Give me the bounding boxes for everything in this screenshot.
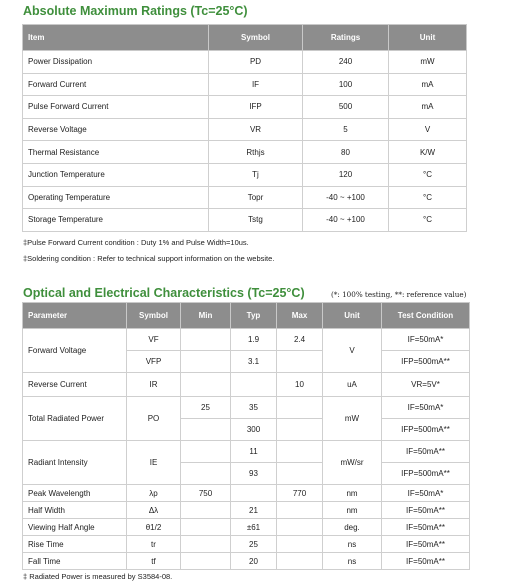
col-header-unit: Unit — [389, 25, 467, 51]
optical-title: Optical and Electrical Characteristics (Tc=25°C) — [23, 286, 305, 300]
cell: 5 — [303, 118, 389, 141]
table-row — [23, 118, 467, 141]
cell: IF=50mA** — [382, 536, 470, 553]
cell: IFP=500mA** — [382, 351, 470, 373]
param-total-radiated-power: Total Radiated Power — [23, 397, 127, 441]
row-label: Half Width — [23, 502, 127, 519]
cell: IF=50mA** — [382, 502, 470, 519]
table-row — [23, 186, 467, 209]
cell: VF — [127, 329, 181, 351]
cell: 240 — [303, 51, 389, 74]
cell: 1.9 — [231, 329, 277, 351]
row-label: Viewing Half Angle — [23, 519, 127, 536]
table-row — [23, 536, 470, 553]
row-label: Rise Time — [23, 536, 127, 553]
cell: 750 — [181, 485, 231, 502]
row-label: Storage Temperature — [23, 209, 209, 232]
cell: ±61 — [231, 519, 277, 536]
cell: Tstg — [209, 209, 303, 232]
pulse-note: ‡Pulse Forward Current condition : Duty 1% and Pulse Width=10us. — [23, 238, 249, 247]
row-label: Reverse Voltage — [23, 118, 209, 141]
cell: 93 — [231, 463, 277, 485]
cell: 120 — [303, 163, 389, 186]
cell: 10 — [277, 373, 323, 397]
cell: IF=50mA* — [382, 397, 470, 419]
col-header-parameter: Parameter — [23, 303, 127, 329]
ratings-header-row — [23, 25, 467, 51]
table-row — [23, 373, 470, 397]
col-header-max: Max — [277, 303, 323, 329]
cell: K/W — [389, 141, 467, 164]
cell: -40 ~ +100 — [303, 186, 389, 209]
optical-header-row — [23, 303, 470, 329]
absolute-max-ratings-table — [22, 24, 467, 232]
row-label: Thermal Resistance — [23, 141, 209, 164]
param-forward-voltage: Forward Voltage — [23, 329, 127, 373]
cell: Rthjs — [209, 141, 303, 164]
cell — [181, 419, 231, 441]
row-label: Pulse Forward Current — [23, 96, 209, 119]
cell: 20 — [231, 553, 277, 570]
cell: 35 — [231, 397, 277, 419]
cell: V — [323, 329, 382, 373]
cell — [181, 373, 231, 397]
cell: 500 — [303, 96, 389, 119]
cell — [277, 536, 323, 553]
radiated-power-note: ‡ Radiated Power is measured by S3584-08. — [23, 572, 173, 581]
cell: tr — [127, 536, 181, 553]
cell: -40 ~ +100 — [303, 209, 389, 232]
cell: 21 — [231, 502, 277, 519]
param-reverse-current: Reverse Current — [23, 373, 127, 397]
table-row — [23, 553, 470, 570]
cell: nm — [323, 502, 382, 519]
col-header-symbol: Symbol — [209, 25, 303, 51]
cell — [277, 463, 323, 485]
cell: Topr — [209, 186, 303, 209]
cell: IF — [209, 73, 303, 96]
optical-characteristics-table — [22, 302, 470, 570]
col-header-unit: Unit — [323, 303, 382, 329]
cell: Tj — [209, 163, 303, 186]
cell: mA — [389, 73, 467, 96]
cell — [181, 502, 231, 519]
cell — [277, 397, 323, 419]
cell: 80 — [303, 141, 389, 164]
cell: IF=50mA* — [382, 329, 470, 351]
cell: 770 — [277, 485, 323, 502]
table-row — [23, 163, 467, 186]
cell — [231, 485, 277, 502]
cell: VR — [209, 118, 303, 141]
row-label: Peak Wavelength — [23, 485, 127, 502]
cell: 25 — [231, 536, 277, 553]
cell: 11 — [231, 441, 277, 463]
cell: IF=50mA** — [382, 519, 470, 536]
cell — [181, 329, 231, 351]
table-row — [23, 73, 467, 96]
cell — [181, 519, 231, 536]
row-label: Operating Temperature — [23, 186, 209, 209]
table-row — [23, 96, 467, 119]
cell: θ1/2 — [127, 519, 181, 536]
table-row — [23, 51, 467, 74]
col-header-test-condition: Test Condition — [382, 303, 470, 329]
cell: nm — [323, 485, 382, 502]
cell: °C — [389, 209, 467, 232]
cell: uA — [323, 373, 382, 397]
param-radiant-intensity: Radiant Intensity — [23, 441, 127, 485]
cell: IE — [127, 441, 181, 485]
cell: VR=5V* — [382, 373, 470, 397]
cell — [277, 553, 323, 570]
row-label: Power Dissipation — [23, 51, 209, 74]
cell: °C — [389, 163, 467, 186]
row-label: Junction Temperature — [23, 163, 209, 186]
cell: mW — [323, 397, 382, 441]
cell — [181, 463, 231, 485]
cell — [277, 519, 323, 536]
cell: 100 — [303, 73, 389, 96]
col-header-item: Item — [23, 25, 209, 51]
cell: Δλ — [127, 502, 181, 519]
testing-remark: (*: 100% testing, **: reference value) — [331, 290, 467, 299]
cell: ns — [323, 536, 382, 553]
cell: 25 — [181, 397, 231, 419]
table-row — [23, 141, 467, 164]
col-header-typ: Typ — [231, 303, 277, 329]
cell: IF=50mA* — [382, 485, 470, 502]
soldering-note: ‡Soldering condition : Refer to technical support information on the website. — [23, 254, 275, 263]
cell: ns — [323, 553, 382, 570]
cell: mW — [389, 51, 467, 74]
table-row — [23, 502, 470, 519]
cell — [231, 373, 277, 397]
cell: IFP=500mA** — [382, 463, 470, 485]
table-row — [23, 441, 470, 463]
col-header-ratings: Ratings — [303, 25, 389, 51]
cell — [181, 441, 231, 463]
cell: °C — [389, 186, 467, 209]
cell: VFP — [127, 351, 181, 373]
cell: IF=50mA** — [382, 553, 470, 570]
cell: PD — [209, 51, 303, 74]
table-row — [23, 329, 470, 351]
cell: tf — [127, 553, 181, 570]
cell: IFP=500mA** — [382, 419, 470, 441]
row-label: Forward Current — [23, 73, 209, 96]
cell — [277, 351, 323, 373]
cell: mW/sr — [323, 441, 382, 485]
cell: PO — [127, 397, 181, 441]
cell — [181, 351, 231, 373]
cell — [277, 502, 323, 519]
table-row — [23, 519, 470, 536]
cell: mA — [389, 96, 467, 119]
col-header-symbol: Symbol — [127, 303, 181, 329]
cell: V — [389, 118, 467, 141]
cell: IFP — [209, 96, 303, 119]
col-header-min: Min — [181, 303, 231, 329]
cell — [181, 536, 231, 553]
row-label: Fall Time — [23, 553, 127, 570]
cell: IR — [127, 373, 181, 397]
cell: 3.1 — [231, 351, 277, 373]
table-row — [23, 485, 470, 502]
cell: deg. — [323, 519, 382, 536]
cell — [277, 419, 323, 441]
cell — [277, 441, 323, 463]
cell: IF=50mA** — [382, 441, 470, 463]
cell: 300 — [231, 419, 277, 441]
ratings-title: Absolute Maximum Ratings (Tc=25°C) — [23, 4, 248, 18]
table-row — [23, 397, 470, 419]
cell — [181, 553, 231, 570]
table-row — [23, 209, 467, 232]
cell: λp — [127, 485, 181, 502]
cell: 2.4 — [277, 329, 323, 351]
